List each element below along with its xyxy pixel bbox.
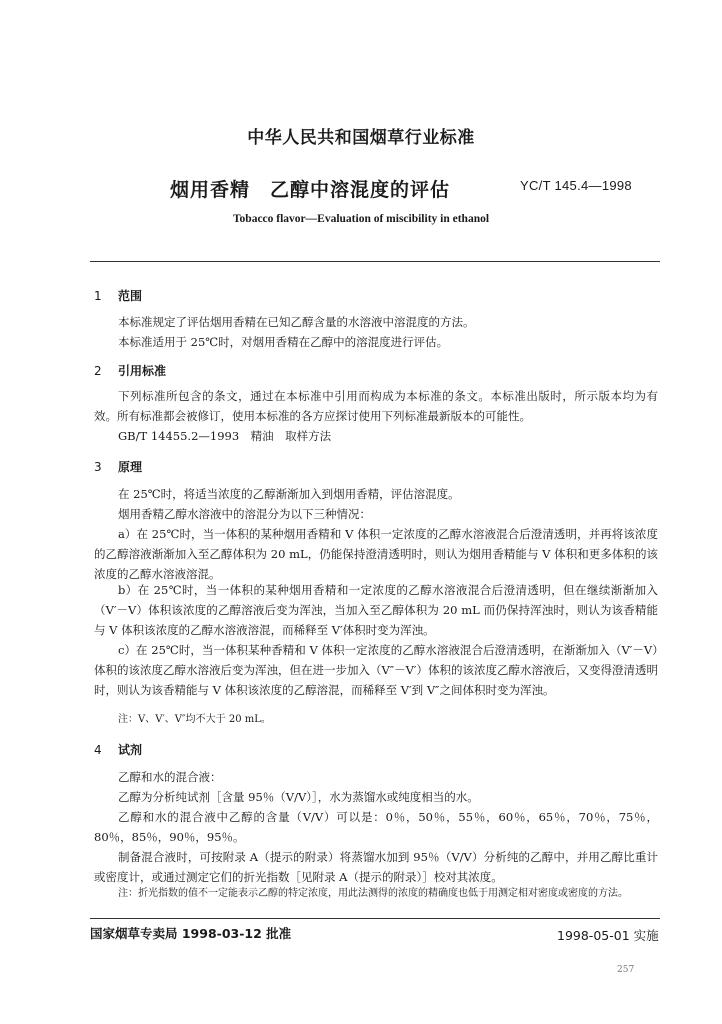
section-1-heading xyxy=(94,287,142,304)
section-4-heading xyxy=(94,741,142,758)
header-rule xyxy=(90,261,660,262)
implementation-date: 1998-05-01 实施 xyxy=(557,928,659,943)
section-4-note: 注：折光指数的值不一定能表示乙醇的特定浓度，用此法测得的浓度的精确度也低于用测定相对密度或密度的方法。 xyxy=(118,888,628,899)
section-title: 试剂 xyxy=(118,743,143,757)
section-title: 范围 xyxy=(118,289,143,303)
section-2-para-1: 下列标准所包含的条文，通过在本标准中引用而构成为本标准的条文。本标准出版时，所示版本均为有效。所有标准都会被修订，使用本标准的各方应探讨使用下列标准最新版本的可能性。 xyxy=(94,389,658,423)
document-title: 烟用香精 乙醇中溶混度的评估 xyxy=(170,179,451,201)
section-3-heading xyxy=(94,458,142,475)
section-3-case-a: a）在 25℃时，当一体积的某种烟用香精和 V 体积一定浓度的乙醇水溶液混合后澄清透明，并再将该浓度的乙醇溶液渐渐加入至乙醇体积为 20 mL，仍能保持澄清透明时，则认为烟用香精能与 V 体积和更多体积的该浓度的乙醇水溶液溶混。 xyxy=(94,527,658,581)
section-3-case-c: c）在 25℃时，当一体积某种香精和 V 体积一定浓度的乙醇水溶液混合后澄清透明，在渐渐加入（V′－V）体积的该浓度乙醇水溶液后变为浑浊，但在进一步加入（V″－V′）体积的该浓度乙醇水溶液后，又变得澄清透明时，则认为该香精能与 V 体积该浓度的乙醇溶混，而稀释至 V′到 V″之间体积时变为浑浊。 xyxy=(94,643,659,697)
section-2-reference: GB/T 14455.2—1993 精油 取样方法 xyxy=(118,429,332,443)
page-number: 257 xyxy=(617,965,635,975)
approval-date: 国家烟草专卖局 1998-03-12 批准 xyxy=(90,926,292,941)
section-3-para-1: 在 25℃时，将适当浓度的乙醇渐渐加入到烟用香精，评估溶混度。 xyxy=(118,487,460,501)
section-3-note: 注：V、V′、V″均不大于 20 mL。 xyxy=(118,714,271,725)
section-title: 引用标准 xyxy=(118,364,167,378)
english-title: Tobacco flavor—Evaluation of miscibility in ethanol xyxy=(232,213,490,225)
section-title: 原理 xyxy=(118,460,143,474)
section-4-para-4: 制备混合液时，可按附录 A（提示的附录）将蒸馏水加到 95％（V/V）分析纯的乙醇中，并用乙醇比重计或密度计，或通过测定它们的折光指数［见附录 A（提示的附录）］校对其浓度。 xyxy=(94,850,658,884)
section-1-para-1: 本标准规定了评估烟用香精在已知乙醇含量的水溶液中溶混度的方法。 xyxy=(118,315,475,329)
section-number: 4 xyxy=(94,743,102,757)
section-4-para-1: 乙醇和水的混合液： xyxy=(118,770,222,784)
footer-rule xyxy=(90,918,660,919)
issuing-org: 中华人民共和国烟草行业标准 xyxy=(247,128,475,148)
section-number: 2 xyxy=(94,364,102,378)
section-4-para-2: 乙醇为分析纯试剂［含量 95％（V/V）］，水为蒸馏水或纯度相当的水。 xyxy=(118,790,479,804)
section-number: 3 xyxy=(94,460,102,474)
section-3-case-b: b）在 25℃时，当一体积的某种烟用香精和一定浓度的乙醇水溶液混合后澄清透明，但在继续渐渐加入（V′－V）体积该浓度的乙醇溶液后变为浑浊，当加入至乙醇体积为 20 mL 而仍保持浑浊时，则认为该香精能与 V 体积该浓度的乙醇水溶液溶混，而稀释至 V′体积时变为浑浊。 xyxy=(94,583,658,637)
section-number: 1 xyxy=(94,289,102,303)
section-3-para-2: 烟用香精乙醇水溶液中的溶混分为以下三种情况： xyxy=(118,507,371,521)
section-2-heading xyxy=(94,362,166,379)
standard-code: YC/T 145.4—1998 xyxy=(520,178,632,193)
section-1-para-2: 本标准适用于 25℃时，对烟用香精在乙醇中的溶混度进行评估。 xyxy=(118,335,449,349)
section-4-para-3: 乙醇和水的混合液中乙醇的含量（V/V）可以是：0％，50％，55％，60％，65％，70％，75％，80％，85％，90％，95％。 xyxy=(94,810,658,844)
